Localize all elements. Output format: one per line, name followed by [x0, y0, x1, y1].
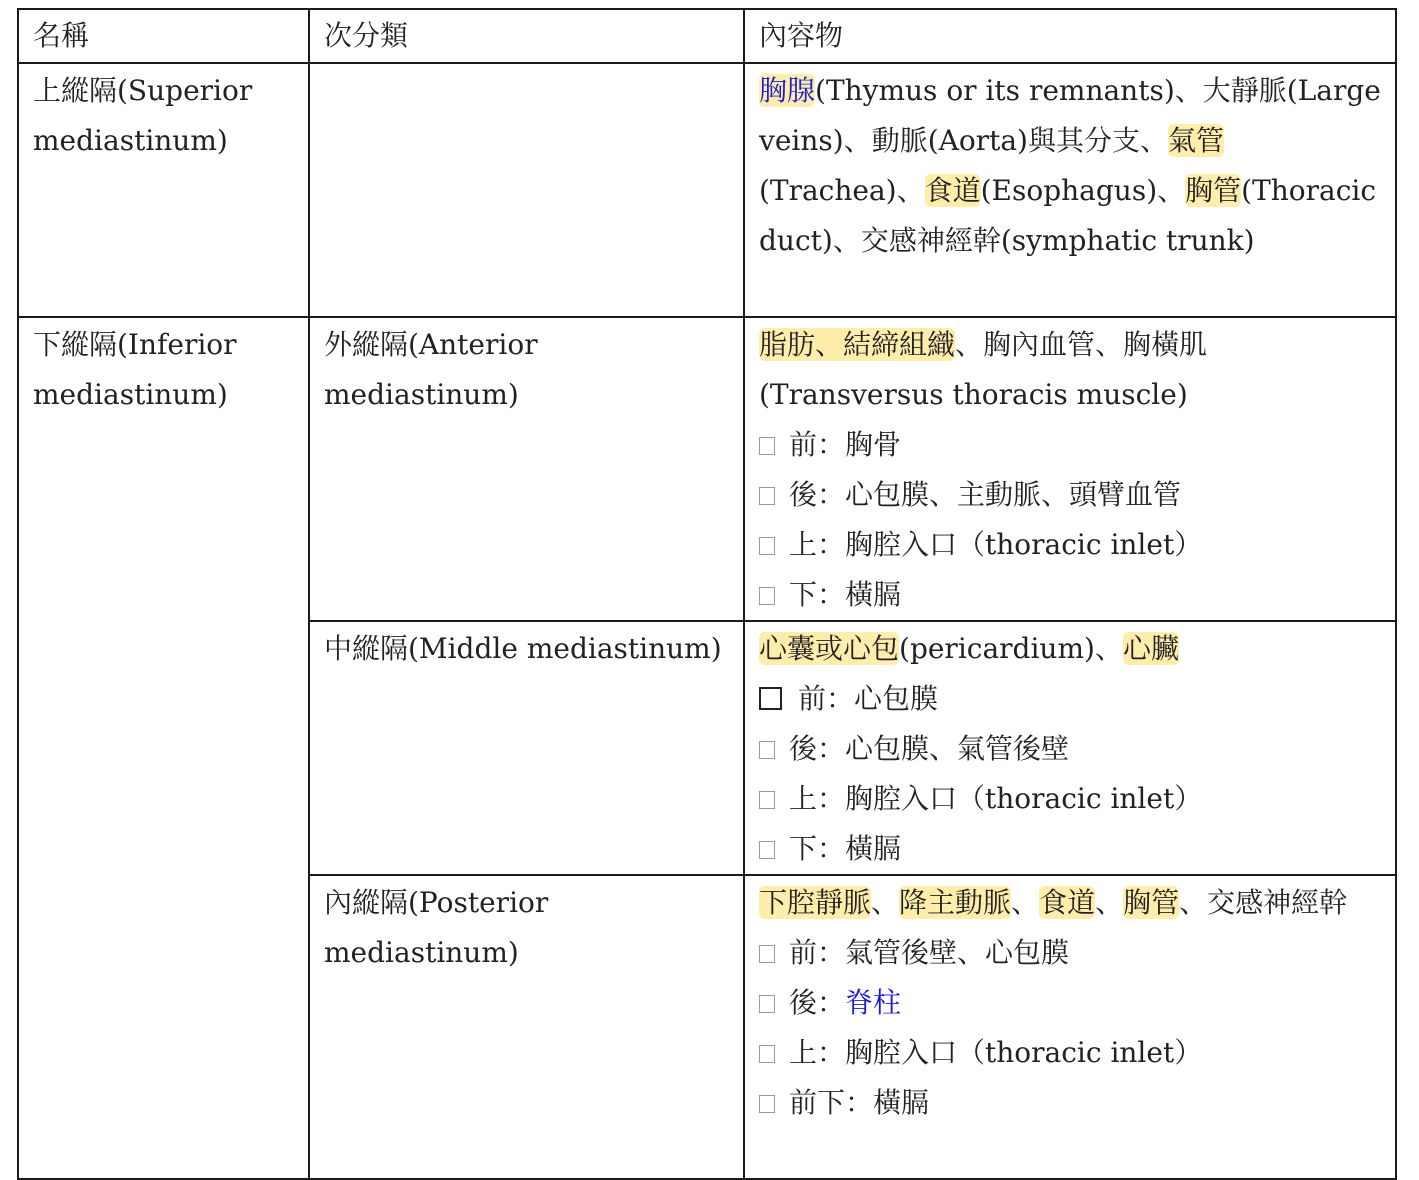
posterior-summary [759, 878, 1383, 928]
header-name: 名稱 [18, 9, 309, 63]
separator: 、 [1157, 174, 1186, 207]
fat-connective-highlight: 脂肪、結締組織 [759, 328, 956, 361]
superior-subclass-cell [309, 63, 744, 317]
checkbox-icon [759, 841, 775, 859]
anterior-contents-cell [744, 317, 1396, 621]
separator: 、 [1139, 124, 1168, 157]
checkbox-icon [759, 945, 775, 963]
list-item [759, 1028, 1383, 1078]
thoracic-duct-highlight: 胸管 [1123, 886, 1180, 919]
bullet-text: 前：心包膜 [798, 682, 939, 715]
separator: 、 [832, 224, 861, 257]
table-row-anterior [18, 317, 1396, 621]
esophagus-highlight: 食道 [924, 174, 981, 207]
table-header-row [18, 9, 1396, 63]
checkbox-icon [759, 995, 775, 1013]
bullet-text: 下：橫膈 [789, 578, 902, 611]
separator: 、 [871, 886, 900, 919]
checkbox-icon [759, 791, 775, 809]
list-item [759, 470, 1383, 520]
separator: 、 [1011, 886, 1040, 919]
list-item [759, 570, 1383, 620]
checkbox-icon [759, 741, 775, 759]
checkbox-icon [759, 537, 775, 555]
anterior-rest: 、胸內血管、胸橫肌(Transversus thoracis muscle) [759, 328, 1208, 411]
thymus-link[interactable]: 胸腺 [759, 74, 816, 107]
ivc-highlight: 下腔靜脈 [759, 886, 872, 919]
heart-highlight: 心臟 [1122, 632, 1179, 665]
list-item [759, 1078, 1383, 1128]
superior-contents-cell [744, 63, 1396, 317]
separator: 、 [1094, 632, 1123, 665]
list-item [759, 774, 1383, 824]
header-contents: 內容物 [744, 9, 1396, 63]
checkbox-icon [759, 437, 775, 455]
thymus-en: (Thymus or its remnants) [815, 74, 1175, 107]
esophagus-highlight: 食道 [1039, 886, 1096, 919]
posterior-contents-cell [744, 875, 1396, 1179]
checkbox-icon [759, 487, 775, 505]
bullet-text: 後：心包膜、主動脈、頭臂血管 [789, 478, 1182, 511]
bullet-text: 後： [789, 986, 846, 1019]
middle-subclass-cell: 中縱隔(Middle mediastinum) [309, 621, 744, 875]
large-veins: 大靜脈(Large veins) [759, 74, 1381, 157]
bullet-text: 上：胸腔入口（thoracic inlet） [789, 528, 1203, 561]
checkbox-icon [759, 1095, 775, 1113]
trachea-en: (Trachea) [759, 174, 897, 207]
list-item [759, 928, 1383, 978]
anterior-summary [759, 320, 1383, 420]
bullet-text: 後：心包膜、氣管後壁 [789, 732, 1070, 765]
bullet-text: 前下：橫膈 [789, 1086, 930, 1119]
bullet-text: 下：橫膈 [789, 832, 902, 865]
list-item [759, 724, 1383, 774]
separator: 、 [1095, 886, 1124, 919]
pericardium-highlight: 心囊或心包 [759, 632, 900, 665]
posterior-rest: 、交感神經幹 [1179, 886, 1348, 919]
list-item [759, 420, 1383, 470]
bullet-text: 上：胸腔入口（thoracic inlet） [789, 1036, 1203, 1069]
table-row-superior [18, 63, 1396, 317]
list-item [759, 674, 1383, 724]
list-item [759, 520, 1383, 570]
separator: 、 [843, 124, 872, 157]
anterior-subclass-cell: 外縱隔(Anterior mediastinum) [309, 317, 744, 621]
middle-summary [759, 624, 1383, 674]
sympathetic-trunk: 交感神經幹(symphatic trunk) [860, 224, 1255, 257]
aorta-branches: 動脈(Aorta)與其分支 [871, 124, 1140, 157]
esophagus-en: (Esophagus) [980, 174, 1158, 207]
inferior-name-cell: 下縱隔(Inferior mediastinum) [18, 317, 309, 1179]
checkbox-icon [759, 687, 782, 710]
trachea-highlight: 氣管 [1167, 124, 1224, 157]
thoracic-duct-highlight: 胸管 [1185, 174, 1242, 207]
bullet-text: 前：胸骨 [789, 428, 902, 461]
separator: 、 [896, 174, 925, 207]
separator: 、 [1174, 74, 1203, 107]
header-subclass: 次分類 [309, 9, 744, 63]
list-item [759, 824, 1383, 874]
bullet-text: 上：胸腔入口（thoracic inlet） [789, 782, 1203, 815]
mediastinum-table [17, 8, 1397, 1180]
spine-link[interactable]: 脊柱 [845, 986, 902, 1019]
list-item [759, 978, 1383, 1028]
middle-contents-cell [744, 621, 1396, 875]
thoracic-duct-en: (Thoracic duct) [759, 174, 1377, 257]
bullet-text: 前：氣管後壁、心包膜 [789, 936, 1070, 969]
pericardium-en: (pericardium) [899, 632, 1095, 665]
superior-name-cell: 上縱隔(Superior mediastinum) [18, 63, 309, 317]
descending-aorta-highlight: 降主動脈 [899, 886, 1012, 919]
posterior-subclass-cell: 內縱隔(Posterior mediastinum) [309, 875, 744, 1179]
checkbox-icon [759, 587, 775, 605]
checkbox-icon [759, 1045, 775, 1063]
